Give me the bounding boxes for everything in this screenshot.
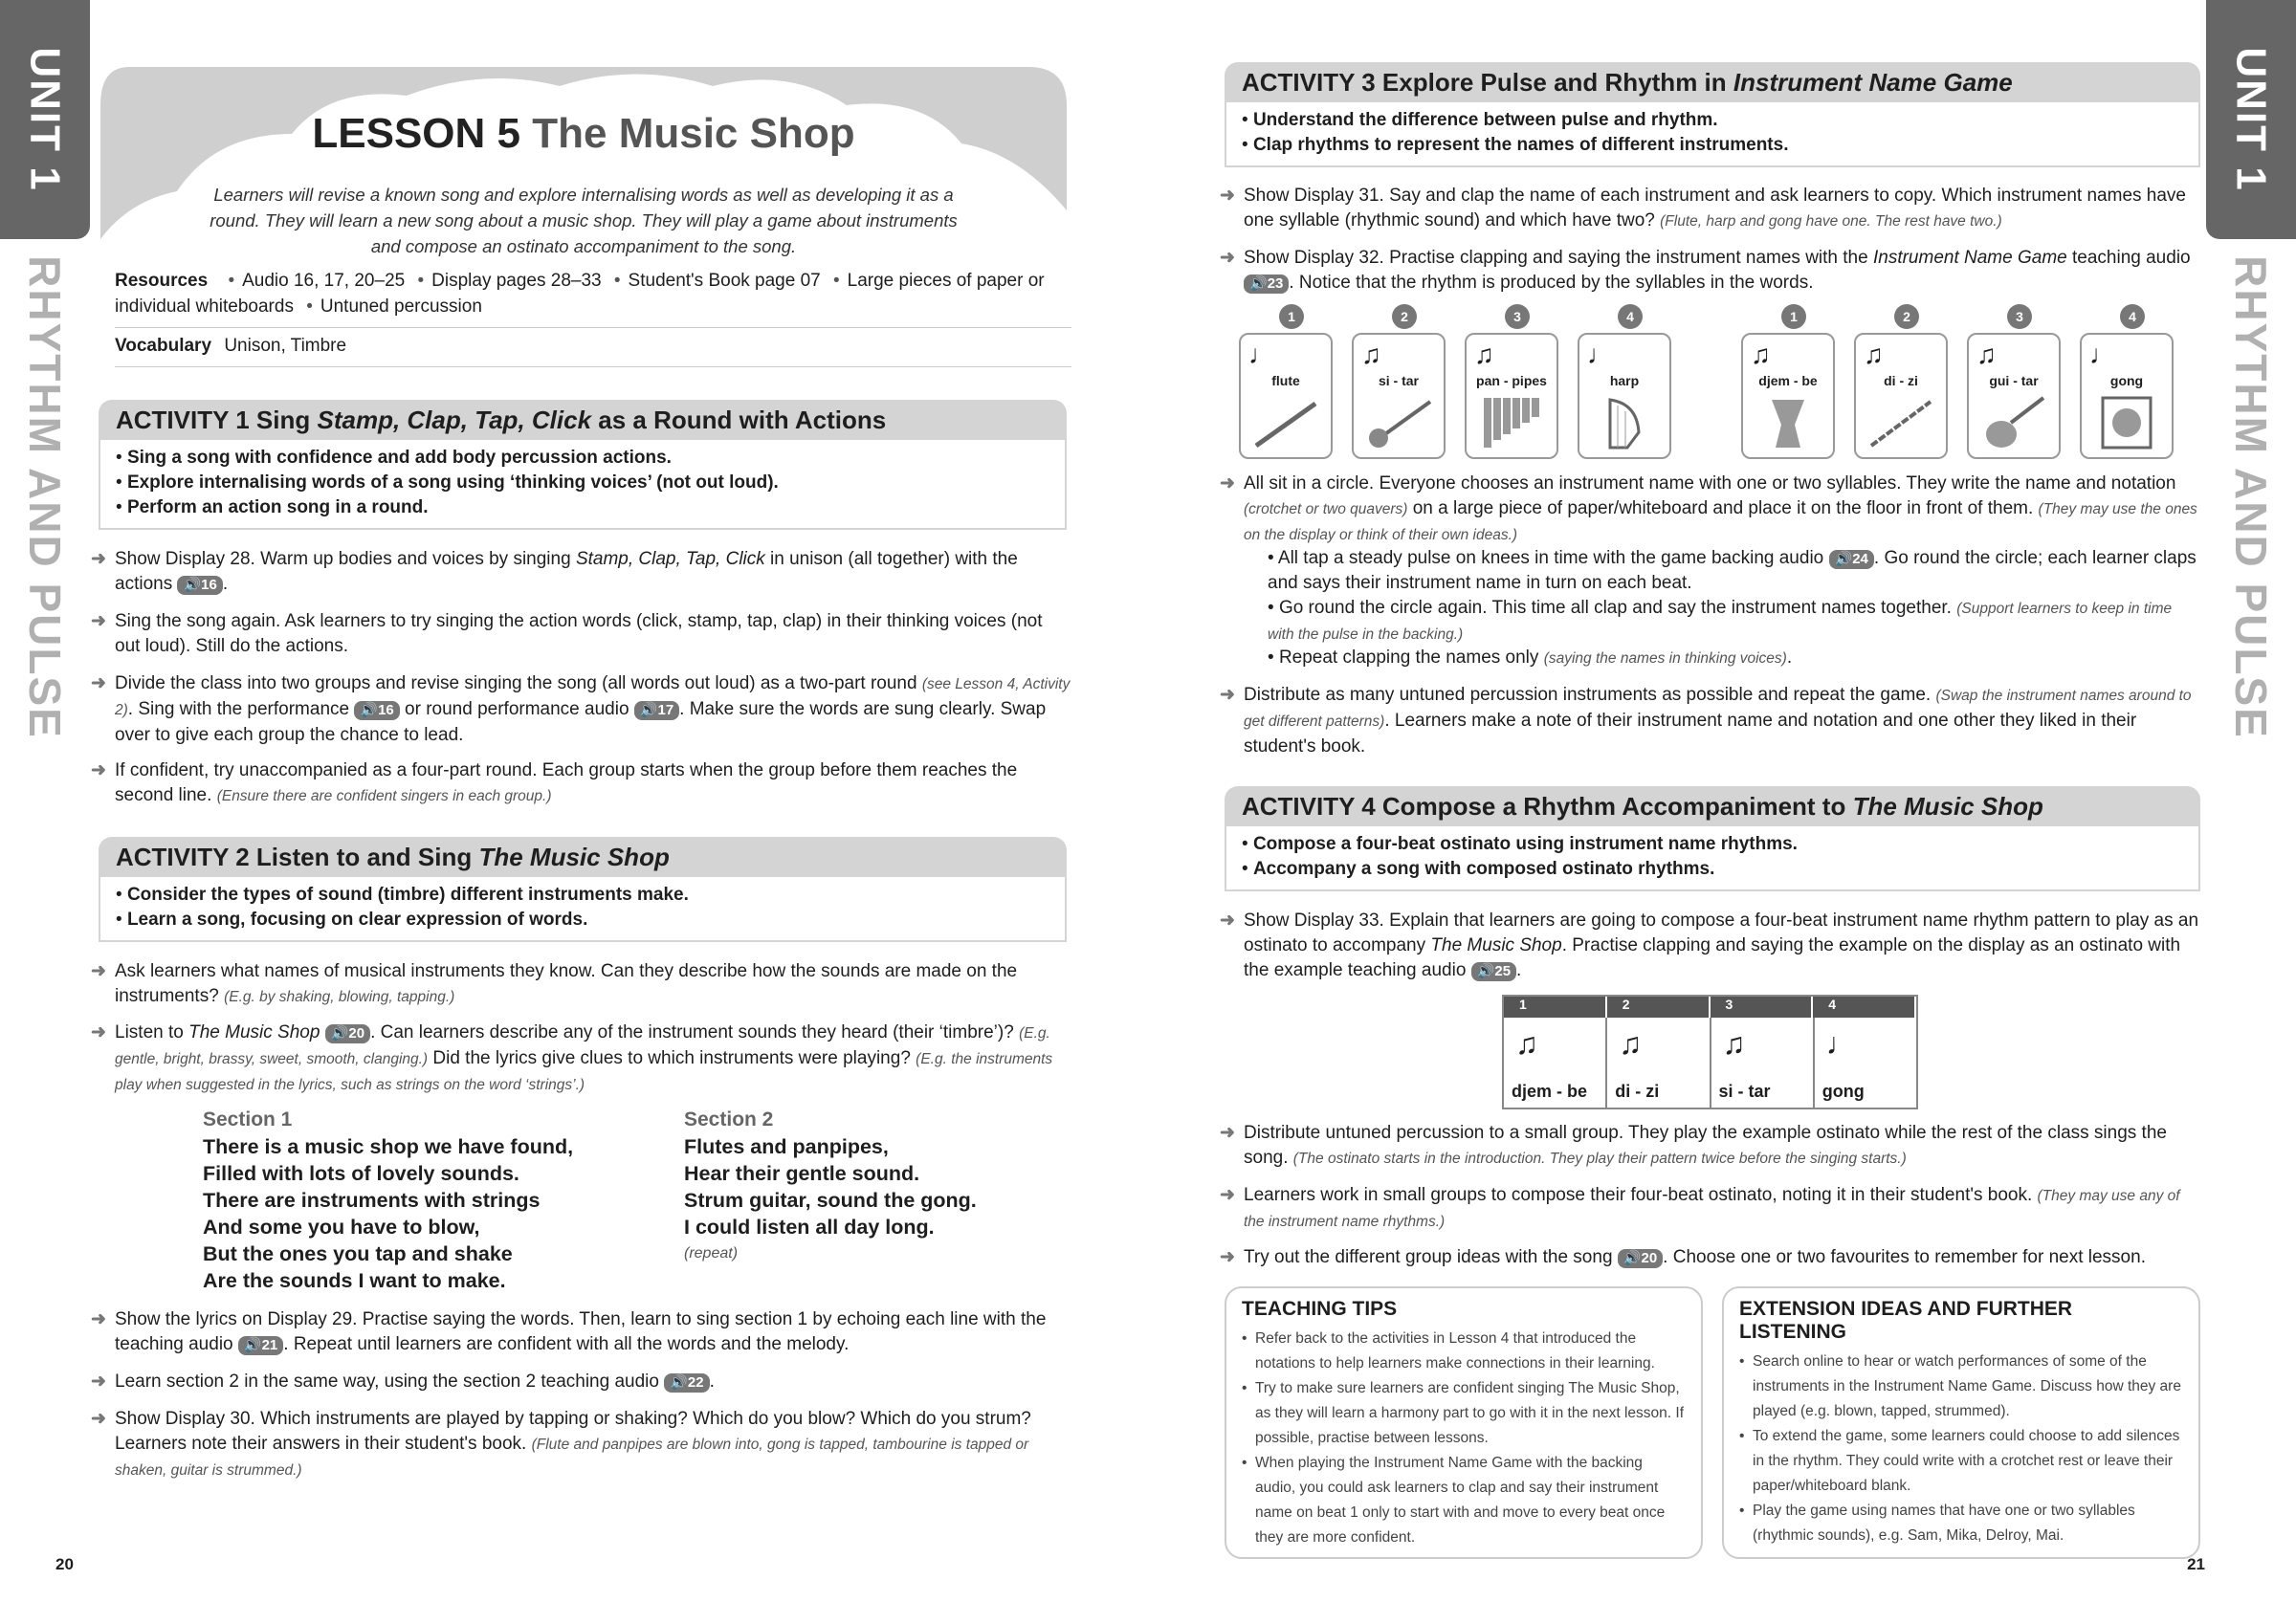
instrument-card-sitar: [1352, 333, 1446, 459]
activity-1-step-2: ➜ Sing the song again. Ask learners to try singing the action words (click, stamp, tap, clap) in their thinking voices (not out loud). Still do the actions.: [91, 611, 1043, 656]
crotchet-icon: ♩: [1248, 340, 1275, 369]
section-heading: Section 1: [203, 1108, 293, 1130]
objective-item: • Consider the types of sound (timbre) different instruments make.: [116, 883, 1049, 908]
resources-label: Resources: [115, 271, 209, 291]
crotchet-icon: ♩: [1587, 340, 1614, 369]
objective-item: • Sing a song with confidence and add body percussion actions.: [116, 446, 1049, 471]
activity-4-step-3: ➜ Learners work in small groups to compose their four-beat ostinato, noting it in their student's book. (They may use any of the instrument name rhythms.): [1220, 1185, 2180, 1230]
activity-2-title: [99, 837, 1067, 877]
activity-number: ACTIVITY 4: [1242, 792, 1376, 821]
ostinato-example: [1502, 995, 1918, 1109]
audio-track-badge[interactable]: 🔊20: [1618, 1249, 1663, 1268]
activity-number: ACTIVITY 2: [116, 843, 250, 871]
activity-1: [99, 400, 1067, 530]
quavers-icon: ♫: [1864, 340, 1884, 369]
gong-icon: [2091, 394, 2162, 451]
activity-2-step-4: ➜ Learn section 2 in the same way, using the section 2 teaching audio 🔊22 .: [91, 1372, 715, 1392]
activity-1-step-4: ➜ If confident, try unaccompanied as a four-part round. Each group starts when the group before them reaches the second line. (Ensure there are confident singers in each group.): [91, 760, 1018, 805]
lesson-intro: Learners will revise a known song and explore internalising words as well as developing it as a round. They will learn a new song about a music shop. They will play a game about instruments and compose an ostinato accompaniment to the song.: [210, 185, 958, 256]
quavers-icon: ♫: [1474, 340, 1494, 369]
activity-4-step-2: ➜ Distribute untuned percussion to a small group. They play the example ostinato while the rest of the class sings the song. (The ostinato starts in the introduction. They play their pattern twice before the singing starts.): [1220, 1123, 2167, 1168]
beat-number: 3: [2007, 304, 2032, 329]
quavers-icon: ♫: [1361, 340, 1381, 369]
quavers-icon: ♫: [1515, 1026, 1538, 1061]
unit-label: UNIT 1: [22, 47, 70, 192]
instrument-name: gong: [2109, 373, 2144, 388]
beat-number: 4: [1618, 304, 1643, 329]
beat-number: 1: [1279, 304, 1304, 329]
activity-title-part: Compose a Rhythm Accompaniment to: [1381, 792, 1846, 821]
activity-1-step-1: ➜ Show Display 28. Warm up bodies and voices by singing Stamp, Clap, Tap, Click in unison (all together) with the actions 🔊16 .: [91, 549, 1018, 594]
activity-2-objectives: [99, 877, 1067, 942]
instrument-name: gui - tar: [1989, 373, 2039, 388]
lyric-line: Filled with lots of lovely sounds.: [203, 1162, 519, 1185]
beat-number: 1: [1504, 997, 1607, 1018]
activity-4-objectives: [1225, 826, 2200, 891]
beat-number: 3: [1505, 304, 1530, 329]
quavers-icon: ♫: [1976, 340, 1997, 369]
ostinato-cell: [1504, 1018, 1607, 1108]
lyrics-section-1: [203, 1107, 573, 1294]
page-number: 21: [2187, 1555, 2205, 1573]
activity-3-step-1: ➜ Show Display 31. Say and clap the name of each instrument and ask learners to copy. Which instrument names have one syllable (rhythmic sound) and which have two? (Flute, harp and gong have one. The rest have two.): [1220, 186, 2186, 230]
audio-track-badge[interactable]: 🔊16: [354, 701, 399, 720]
right-page: [1220, 0, 2205, 1624]
beat-number: 2: [1607, 997, 1711, 1018]
ostinato-cell: [1815, 1018, 1916, 1108]
instrument-name: pan - pipes: [1476, 373, 1547, 388]
objective-item: • Explore internalising words of a song using ‘thinking voices’ (not out loud).: [116, 471, 1049, 495]
instrument-card-dizi: [1854, 333, 1948, 459]
quavers-icon: ♫: [1751, 340, 1771, 369]
ostinato-word: di - zi: [1615, 1082, 1660, 1101]
vocabulary-row: [115, 333, 346, 359]
audio-track-badge[interactable]: 🔊21: [238, 1336, 283, 1355]
ostinato-word: si - tar: [1718, 1082, 1771, 1101]
activity-title-part: Listen to and Sing: [255, 843, 473, 871]
teaching-tips-box: [1225, 1286, 1703, 1559]
lesson-title: [100, 110, 1067, 158]
repeat-note: (repeat): [684, 1245, 739, 1262]
lyric-line: I could listen all day long.: [684, 1216, 935, 1239]
activity-1-step-3: ➜ Divide the class into two groups and revise singing the song (all words out loud) as a two-part round (see Lesson 4, Activity 2). Sing with the performance 🔊16 or round performance audio 🔊17 . Make sure the words are sung clearly. Swap over to give each group the chance to lead.: [91, 673, 1071, 745]
lesson-name: The Music Shop: [532, 110, 855, 157]
activity-title-song: The Music Shop: [1852, 792, 2043, 821]
objective-item: • Accompany a song with composed ostinato rhythms.: [1242, 857, 2183, 882]
activity-title-part: as a Round with Actions: [598, 406, 887, 434]
teaching-tips-title: TEACHING TIPS: [1242, 1298, 1398, 1320]
vocabulary-text: Unison, Timbre: [224, 336, 347, 356]
sitar-icon: [1363, 394, 1434, 451]
unit-tab: [2206, 0, 2296, 239]
activity-title-song: Stamp, Clap, Tap, Click: [317, 406, 592, 434]
beat-number: 2: [1392, 304, 1417, 329]
lyric-line: But the ones you tap and shake: [203, 1242, 513, 1265]
activity-4: [1225, 786, 2200, 891]
activity-3-sub-bullet: • Repeat clapping the names only (saying the names in thinking voices).: [1268, 646, 2200, 671]
flute-icon: [1250, 394, 1321, 451]
divider: [115, 327, 1071, 328]
panpipes-icon: [1476, 394, 1547, 451]
resource-item: Display pages 28–33: [431, 271, 602, 291]
activity-title-song: The Music Shop: [478, 843, 670, 871]
lyric-line: There are instruments with strings: [203, 1189, 541, 1212]
activity-title-part: Explore Pulse and Rhythm in: [1381, 68, 1727, 97]
instrument-name: djem - be: [1758, 373, 1818, 388]
activity-2: [99, 837, 1067, 942]
lyric-line: Strum guitar, sound the gong.: [684, 1189, 977, 1212]
activity-number: ACTIVITY 1: [116, 406, 250, 434]
lyric-line: Are the sounds I want to make.: [203, 1269, 506, 1292]
ostinato-cell: [1711, 1018, 1815, 1108]
objective-item: • Compose a four-beat ostinato using instrument name rhythms.: [1242, 832, 2183, 857]
left-side-tab: [0, 0, 90, 1624]
objective-item: • Understand the difference between pulse and rhythm.: [1242, 108, 2183, 133]
instrument-card-djembe: [1741, 333, 1835, 459]
activity-1-title: [99, 400, 1067, 440]
lyric-line: Hear their gentle sound.: [684, 1162, 920, 1185]
crotchet-icon: ♩: [1825, 1026, 1857, 1061]
activity-4-step-4: ➜ Try out the different group ideas with the song 🔊20 . Choose one or two favourites to remember for next lesson.: [1220, 1247, 2146, 1267]
instrument-card-guitar: [1967, 333, 2061, 459]
activity-3-step-2: ➜ Show Display 32. Practise clapping and saying the instrument names with the Instrument Name Game teaching audio 🔊23 . Notice that the rhythm is produced by the syllables in the words.: [1220, 248, 2191, 293]
lyric-line: There is a music shop we have found,: [203, 1135, 574, 1158]
instrument-cards: [1239, 304, 2215, 462]
activity-3-objectives: [1225, 102, 2200, 167]
activity-title-song: Instrument Name Game: [1733, 68, 2013, 97]
extension-item: • To extend the game, some learners could choose to add silences in the rhythm. They could write with a crotchet rest or leave their paper/whiteboard blank.: [1739, 1424, 2183, 1499]
tip-item: • Try to make sure learners are confident singing The Music Shop, as they will learn a harmony part to go with it in the next lesson. If possible, practise between lessons.: [1242, 1376, 1686, 1451]
instrument-name: di - zi: [1884, 373, 1918, 388]
activity-number: ACTIVITY 3: [1242, 68, 1376, 97]
activity-3-sub-bullet: • Go round the circle again. This time all clap and say the instrument names together. (Support learners to keep in time with the pulse in the backing.): [1268, 596, 2200, 647]
instrument-card-harp: [1578, 333, 1671, 459]
extension-ideas-box: [1722, 1286, 2200, 1559]
vocabulary-label: Vocabulary: [115, 336, 212, 356]
instrument-name: si - tar: [1378, 373, 1419, 388]
audio-track-badge[interactable]: 🔊20: [325, 1024, 370, 1043]
unit-tab: [0, 0, 90, 239]
resource-item: Large pieces of paper or individual whiteboards: [115, 271, 1045, 317]
tip-item: • When playing the Instrument Name Game with the backing audio, you could ask learners to clap and say their instrument name on beat 1 only to start with and move to every beat once they are more confident.: [1242, 1451, 1686, 1550]
audio-track-badge[interactable]: 🔊17: [634, 701, 679, 720]
instrument-card-gong: [2080, 333, 2174, 459]
ostinato-word: djem - be: [1512, 1082, 1588, 1101]
beat-number: 4: [2120, 304, 2145, 329]
theme-text: RHYTHM AND PULSE: [20, 255, 71, 739]
extension-ideas-title: EXTENSION IDEAS AND FURTHER LISTENING: [1739, 1298, 2073, 1343]
audio-track-badge[interactable]: 🔊22: [664, 1373, 709, 1393]
guitar-icon: [1978, 394, 2049, 451]
lesson-number: LESSON 5: [312, 110, 521, 157]
activity-3-step-4: ➜ Distribute as many untuned percussion instruments as possible and repeat the game. (Swap the instrument names around to get different patterns). Learners make a note of their instrument name and notation and one other they liked in their student's book.: [1220, 685, 2192, 757]
quavers-icon: ♫: [1619, 1026, 1643, 1061]
page-number: 20: [55, 1555, 74, 1573]
activity-4-title: [1225, 786, 2200, 826]
ostinato-cell: [1607, 1018, 1711, 1108]
resource-item: Student's Book page 07: [628, 271, 821, 291]
instrument-card-panpipes: [1465, 333, 1558, 459]
objective-item: • Learn a song, focusing on clear expression of words.: [116, 908, 1049, 933]
activity-4-step-1: ➜ Show Display 33. Explain that learners are going to compose a four-beat instrument name rhythm pattern to play as an ostinato to accompany The Music Shop. Practise clapping and saying the example on the display as an ostinato with the example teaching audio 🔊25 .: [1220, 911, 2199, 980]
theme-label: [2206, 244, 2296, 751]
quavers-icon: ♫: [1722, 1026, 1746, 1061]
activity-3: [1225, 62, 2200, 167]
activity-title-part: Sing: [255, 406, 311, 434]
theme-label: [0, 244, 90, 751]
beat-number: 2: [1894, 304, 1919, 329]
instrument-card-flute: [1239, 333, 1333, 459]
beat-number: 4: [1813, 997, 1916, 1018]
unit-label: UNIT 1: [2228, 47, 2276, 192]
activity-3-sub-bullet: • All tap a steady pulse on knees in time with the game backing audio 🔊24 . Go round the circle; each learner claps and says their instrument name in turn on each beat.: [1268, 546, 2200, 596]
dizi-icon: [1866, 394, 1936, 451]
activity-2-step-2: ➜ Listen to The Music Shop 🔊20 . Can learners describe any of the instrument sounds they heard (their ‘timbre’)? (E.g. gentle, bright, brassy, sweet, smooth, clanging.) Did the lyrics give clues to which instruments were playing? (E.g. the instruments play when suggested in the lyrics, such as strings on the word ‘strings’.): [91, 1022, 1053, 1093]
tip-item: • Refer back to the activities in Lesson 4 that introduced the notations to help learners make connections in their learning.: [1242, 1327, 1686, 1376]
activity-1-objectives: [99, 440, 1067, 530]
activity-3-step-3: ➜ All sit in a circle. Everyone chooses an instrument name with one or two syllables. They write the name and notation (crotchet or two quavers) on a large piece of paper/whiteboard and place it on the floor in front of them. (They may use the ones on the display or think of their own ideas.): [1220, 473, 2197, 543]
ostinato-word: gong: [1821, 1082, 1865, 1101]
extension-item: • Play the game using names that have one or two syllables (rhythmic sounds), e.g. Sam, Mika, Delroy, Mai.: [1739, 1499, 2183, 1548]
activity-3-title: [1225, 62, 2200, 102]
crotchet-icon: ♩: [2089, 340, 2116, 369]
audio-track-badge[interactable]: 🔊16: [177, 576, 222, 595]
theme-text: RHYTHM AND PULSE: [2226, 255, 2277, 739]
objective-item: • Perform an action song in a round.: [116, 495, 1049, 520]
djembe-icon: [1753, 394, 1823, 451]
divider: [115, 366, 1071, 367]
objective-item: • Clap rhythms to represent the names of different instruments.: [1242, 133, 2183, 158]
resource-item: Audio 16, 17, 20–25: [242, 271, 406, 291]
activity-2-step-5: ➜ Show Display 30. Which instruments are played by tapping or shaking? Which do you blow? Which do you strum? Learners note their answers in their student's book. (Flute and panpipes are blown into, gong is tapped, tambourine is tapped or shaken, guitar is strummed.): [91, 1409, 1031, 1479]
audio-track-badge[interactable]: 🔊24: [1829, 550, 1874, 569]
audio-track-badge[interactable]: 🔊25: [1471, 962, 1516, 981]
activity-2-step-3: ➜ Show the lyrics on Display 29. Practise saying the words. Then, learn to sing section 1 by echoing each line with the teaching audio 🔊21 . Repeat until learners are confident with all the words and the melody.: [91, 1309, 1047, 1354]
activity-2-step-1: ➜ Ask learners what names of musical instruments they know. Can they describe how the sounds are made on the instruments? (E.g. by shaking, blowing, tapping.): [91, 961, 1018, 1006]
audio-track-badge[interactable]: 🔊23: [1244, 274, 1289, 294]
lyric-line: And some you have to blow,: [203, 1216, 480, 1239]
left-page: [55, 0, 1076, 1624]
right-side-tab: [2206, 0, 2296, 1624]
section-heading: Section 2: [684, 1108, 774, 1130]
instrument-name: flute: [1271, 373, 1300, 388]
resources-row: Resources • Audio 16, 17, 20–25 • Display pages 28–33 • Student's Book page 07 • Large pieces of paper or individual whiteboards • Untuned percussion: [115, 271, 1045, 317]
lyric-line: Flutes and panpipes,: [684, 1135, 889, 1158]
instrument-name: harp: [1609, 373, 1640, 388]
extension-item: • Search online to hear or watch performances of some of the instruments in the Instrument Name Game. Discuss how they are played (e.g. blown, tapped, strummed).: [1739, 1350, 2183, 1424]
harp-icon: [1589, 394, 1660, 451]
lyrics-section-2: [684, 1107, 977, 1267]
resource-item: Untuned percussion: [320, 296, 482, 317]
beat-number: 3: [1711, 997, 1814, 1018]
beat-number: 1: [1781, 304, 1806, 329]
